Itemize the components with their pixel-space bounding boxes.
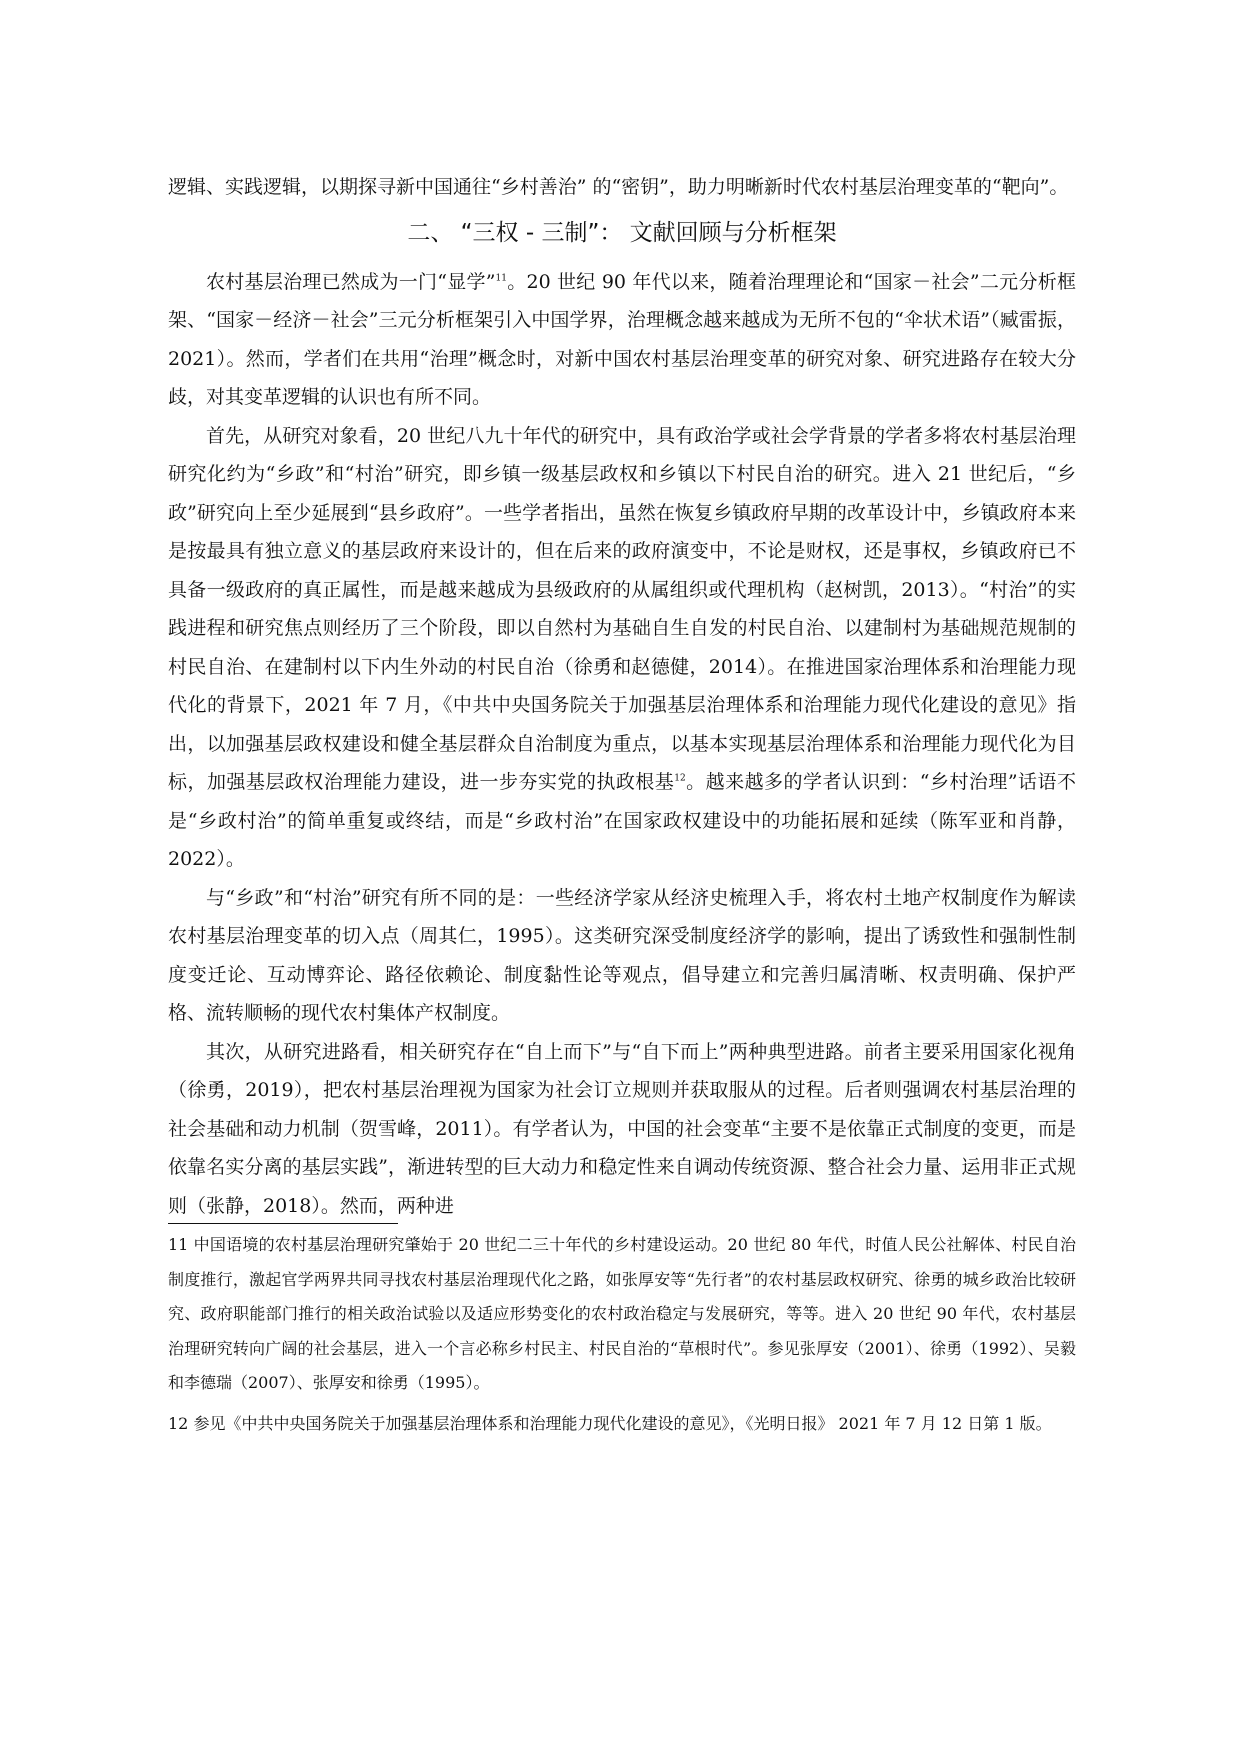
footnote-12 [168,1407,1076,1442]
paragraph-2-text: 首先，从研究对象看，20 世纪八九十年代的研究中，具有政治学或社会学背景的学者多将农村基层治理研究化约为“乡政”和“村治”研究，即乡镇一级基层政权和乡镇以下村民自治的研究。进入 21 世纪后，“乡政”研究向上至少延展到“县乡政府”。一些学者指出，虽然在恢复乡镇政府早期的改革设计中，乡镇政府本来是按最具有独立意义的基层政府来设计的，但在后来的政府演变中，不论是财权，还是事权，乡镇政府已不具备一级政府的真正属性，而是越来越成为县级政府的从属组织或代理机构（赵树凯，2013）。“村治”的实践进程和研究焦点则经历了三个阶段，即以自然村为基础自生自发的村民自治、以建制村为基础规范规制的村民自治、在建制村以下内生外动的村民自治（徐勇和赵德健，2014）。在推进国家治理体系和治理能力现代化的背景下，2021 年 7 月，《中共中央国务院关于加强基层治理体系和治理能力现代化建设的意见》指出，以加强基层政权建设和健全基层群众自治制度为重点，以基本实现基层治理体系和治理能力现代化为目标，加强基层政权治理能力建设，进一步夯实党的执政根基 [168,424,1076,793]
footnote-ref-11[interactable]: 11 [495,273,507,284]
footnote-11 [168,1228,1076,1401]
paragraph-4: 其次，从研究进路看，相关研究存在“自上而下”与“自下而上”两种典型进路。前者主要采用国家化视角（徐勇，2019），把农村基层治理视为国家为社会订立规则并获取服从的过程。后者则强调农村基层治理的社会基础和动力机制（贺雪峰，2011）。有学者认为，中国的社会变革“主要不是依靠正式制度的变更，而是依靠名实分离的基层实践”，渐进转型的巨大动力和稳定性来自调动传统资源、整合社会力量、运用非正式规则（张静，2018）。然而，两种进 [168,1040,1076,1217]
paragraph-1 [168,263,1076,417]
section-heading: 二、 “三权 - 三制”： 文献回顾与分析框架 [407,219,837,246]
footnotes [168,1228,1076,1447]
paragraph-3: 与“乡政”和“村治”研究有所不同的是：一些经济学家从经济史梳理入手，将农村土地产权制度作为解读农村基层治理变革的切入点（周其仁，1995）。这类研究深受制度经济学的影响，提出了诱致性和强制性制度变迁论、互动博弈论、路径依赖论、制度黏性论等观点，倡导建立和完善归属清晰、权责明确、保护严格、流转顺畅的现代农村集体产权制度。 [168,886,1076,1024]
footnote-ref-12[interactable]: 12 [674,773,686,784]
paragraph-1-text-cont: 。20 世纪 90 年代以来，随着治理理论和“国家－社会”二元分析框架、“国家－经济－社会”三元分析框架引入中国学界，治理概念越来越成为无所不包的“伞状术语”（臧雷振，2021）。然而，学者们在共用“治理”概念时，对新中国农村基层治理变革的研究对象、研究进路存在较大分歧，对其变革逻辑的认识也有所不同。 [168,270,1076,408]
footnote-number: 12 [168,1413,189,1433]
paragraph-2-text-cont: 。越来越多的学者认识到：“乡村治理”话语不是“乡政村治”的简单重复或终结，而是“乡政村治”在国家政权建设中的功能拓展和延续（陈军亚和肖静，2022）。 [168,771,1076,870]
document-page [168,168,1076,1225]
footnote-text: 中国语境的农村基层治理研究肇始于 20 世纪二三十年代的乡村建设运动。20 世纪 80 年代，时值人民公社解体、村民自治制度推行，激起官学两界共同寻找农村基层治理现代化之路，如张厚安等“先行者”的农村基层政权研究、徐勇的城乡政治比较研究、政府职能部门推行的相关政治试验以及适应形势变化的农村政治稳定与发展研究，等等。进入 20 世纪 90 年代，农村基层治理研究转向广阔的社会基层，进入一个言必称乡村民主、村民自治的“草根时代”。参见张厚安（2001）、徐勇（1992）、吴毅和李德瑞（2007）、张厚安和徐勇（1995）。 [168,1235,1076,1392]
footnote-separator [168,1223,398,1224]
intro-paragraph: 逻辑、实践逻辑，以期探寻新中国通往“乡村善治” 的“密钥”，助力明晰新时代农村基层治理变革的“靶向”。 [168,176,1069,198]
footnote-text: 参见《中共中央国务院关于加强基层治理体系和治理能力现代化建设的意见》，《光明日报》 2021 年 7 月 12 日第 1 版。 [193,1413,1052,1433]
paragraph-1-text: 农村基层治理已然成为一门“显学” [206,270,496,293]
body-text [168,168,1076,1225]
footnote-number: 11 [168,1235,189,1254]
paragraph-2 [168,417,1076,879]
